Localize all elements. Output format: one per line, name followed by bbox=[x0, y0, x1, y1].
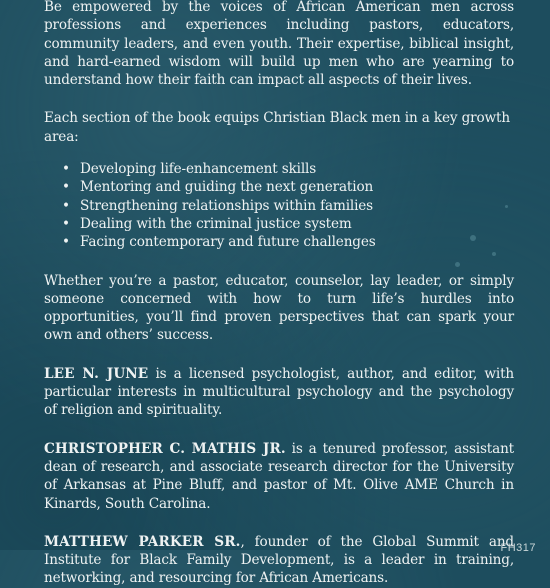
bio-matthew-parker bbox=[44, 533, 514, 588]
author-bio-text: is a tenured professor, assistant dean of research, and associate research director for the University of Arkansas at Pine Bluff, and pastor of Mt. Olive AME Church in Kinards, South Carolina. bbox=[44, 440, 514, 512]
texture-speck bbox=[505, 205, 508, 208]
list-item-text: Mentoring and guiding the next generation bbox=[80, 179, 374, 196]
bullet-icon: • bbox=[62, 179, 70, 196]
bullet-icon: • bbox=[62, 197, 70, 214]
bullet-icon: • bbox=[62, 234, 70, 251]
list-item bbox=[62, 160, 514, 178]
list-item bbox=[62, 197, 514, 215]
author-name: CHRISTOPHER C. MATHIS JR. bbox=[44, 440, 286, 457]
sections-intro: Each section of the book equips Christian Black men in a key growth area: bbox=[44, 110, 510, 145]
list-item-text: Facing contemporary and future challenges bbox=[80, 234, 376, 251]
texture-speck bbox=[470, 235, 476, 241]
bullet-icon: • bbox=[62, 215, 70, 232]
bio-lee-june bbox=[44, 365, 514, 420]
author-name: LEE N. JUNE bbox=[44, 365, 149, 382]
list-item-text: Developing life-enhancement skills bbox=[80, 161, 317, 178]
list-item bbox=[62, 233, 514, 251]
bio-christopher-mathis bbox=[44, 440, 514, 513]
texture-speck bbox=[492, 252, 496, 256]
audience-paragraph: Whether you’re a pastor, educator, counselor, lay leader, or simply someone concerned with how to turn life’s hurdles into opportunities, you’ll find proven perspectives that can spark your own and others’ success. bbox=[44, 272, 514, 344]
cover-text-block bbox=[44, 0, 514, 588]
product-code: FH317 bbox=[500, 542, 536, 554]
bullet-icon: • bbox=[62, 161, 70, 178]
intro-paragraph: Be empowered by the voices of African American men across professions and experiences including pastors, educators, community leaders, and even youth. Their expertise, biblical insight, and hard-earned wisdom will build up men who are yearning to understand how their faith can impact all aspects of their lives. bbox=[44, 0, 514, 89]
list-item-text: Dealing with the criminal justice system bbox=[80, 215, 352, 232]
author-name: MATTHEW PARKER SR. bbox=[44, 533, 241, 550]
author-bio-text: is a licensed psychologist, author, and editor, with particular interests in multicultural psychology and the psychology of religion and spirituality. bbox=[44, 365, 514, 419]
list-item bbox=[62, 215, 514, 233]
list-item-text: Strengthening relationships within families bbox=[80, 197, 374, 214]
texture-speck bbox=[455, 262, 460, 267]
growth-areas-list bbox=[44, 160, 514, 251]
author-bio-text: , founder of the Global Summit and Institute for Black Family Development, is a leader in training, networking, and resourcing for African Americans. bbox=[44, 533, 514, 587]
list-item bbox=[62, 178, 514, 196]
